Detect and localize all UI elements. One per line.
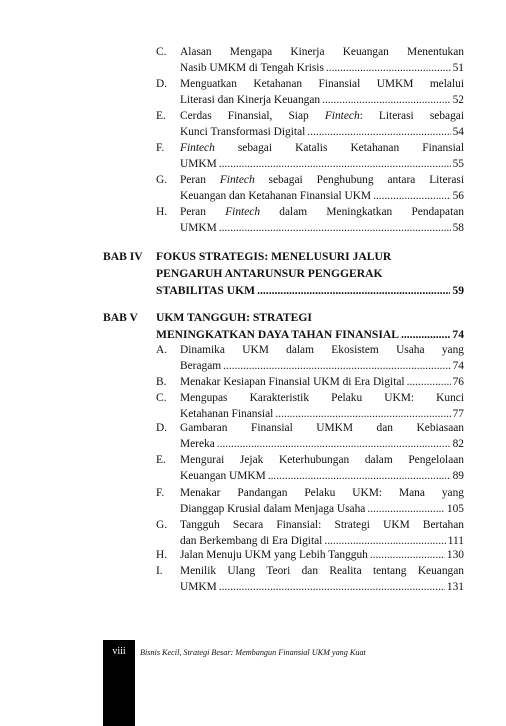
dot-leader <box>407 374 451 390</box>
entry-page-number: 130 <box>446 549 464 561</box>
entry-title-line1: Menguatkan Ketahanan Finansial UMKM melalui <box>180 78 464 90</box>
entry-page-number: 74 <box>452 360 464 372</box>
entry-letter: F. <box>156 487 165 499</box>
entry-title-line2: Keuangan UMKM <box>180 470 266 482</box>
chapter-page-number: 59 <box>452 284 464 297</box>
dot-leader <box>307 124 450 140</box>
entry-page-number: 131 <box>446 581 464 593</box>
dot-leader <box>401 326 450 343</box>
entry-page-number: 52 <box>452 94 464 106</box>
dot-leader <box>322 92 451 108</box>
entry-title-line1: Peran Fintech dalam Meningkatkan Pendapatan <box>180 206 464 218</box>
entry-letter: G. <box>156 174 168 186</box>
dot-leader <box>219 220 451 236</box>
entry-letter: H. <box>156 206 168 218</box>
chapter-4-title[interactable] <box>156 248 464 299</box>
entry-title-line2: Ketahanan Finansial <box>180 408 274 420</box>
entry-letter: C. <box>156 46 167 58</box>
entry-title-line1: Fintech sebagai Katalis Ketahanan Finansial <box>180 142 464 154</box>
entry-title-line2: Literasi dan Kinerja Keuangan <box>180 94 321 106</box>
entry-letter: D. <box>156 78 168 90</box>
entry-letter: D. <box>156 422 168 434</box>
footer-page-number: viii <box>112 646 126 657</box>
entry-letter: B. <box>156 376 167 388</box>
entry-title-line2: Nasib UMKM di Tengah Krisis <box>180 62 324 74</box>
dot-leader <box>367 501 445 517</box>
entry-page-number: 56 <box>452 190 464 202</box>
chapter-title-line1: UKM TANGGUH: STRATEGI <box>156 311 312 324</box>
entry-title: Menakar Kesiapan Finansial UKM di Era Digital <box>180 376 405 388</box>
footer-book-title: Bisnis Kecil, Strategi Besar: Membangun Finansial UKM yang Kuat <box>140 648 366 657</box>
entry-title-line2: Dianggap Krusial dalam Menjaga Usaha <box>180 503 366 515</box>
entry-title-line1: Menakar Pandangan Pelaku UKM: Mana yang <box>180 487 464 499</box>
dot-leader <box>217 436 451 452</box>
entry-page-number: 76 <box>452 376 464 388</box>
dot-leader <box>326 60 451 76</box>
entry-title-line2: UMKM <box>180 222 217 234</box>
entry-title-line2: dan Berkembang di Era Digital <box>180 535 323 547</box>
entry-page-number: 55 <box>452 158 464 170</box>
entry-title-line1: Menilik Ulang Teori dan Realita tentang Keuangan <box>180 565 464 577</box>
dot-leader <box>257 282 450 299</box>
entry-title-line2: Kunci Transformasi Digital <box>180 126 306 138</box>
entry-title-line1: Alasan Mengapa Kinerja Keuangan Menentukan <box>180 46 464 58</box>
dot-leader <box>370 547 445 563</box>
chapter-title-line2: PENGARUH ANTARUNSUR PENGGERAK <box>156 267 383 280</box>
entry-letter: E. <box>156 454 166 466</box>
entry-page-number: 54 <box>452 126 464 138</box>
entry-title-line1: Gambaran Finansial UMKM dan Kebiasaan <box>180 422 464 434</box>
dot-leader <box>219 579 445 595</box>
dot-leader <box>268 468 451 484</box>
entry-letter: C. <box>156 392 167 404</box>
entry-letter: H. <box>156 549 168 561</box>
chapter-label: BAB IV <box>103 250 143 263</box>
entry-page-number: 58 <box>452 222 464 234</box>
entry-title: Jalan Menuju UKM yang Lebih Tangguh <box>180 549 368 561</box>
entry-letter: G. <box>156 519 168 531</box>
chapter-page-number: 74 <box>452 328 464 341</box>
entry-letter: A. <box>156 344 168 356</box>
chapter-title-line3: STABILITAS UKM <box>156 284 256 297</box>
chapter-title-line2: MENINGKATKAN DAYA TAHAN FINANSIAL <box>156 328 399 341</box>
entry-letter: E. <box>156 110 166 122</box>
dot-leader <box>219 156 451 172</box>
chapter-title-line1: FOKUS STRATEGIS: MENELUSURI JALUR <box>156 250 392 263</box>
entry-title-line2: Beragam <box>180 360 222 372</box>
entry-page-number: 82 <box>452 438 464 450</box>
chapter-label: BAB V <box>103 311 138 324</box>
dot-leader <box>223 358 450 374</box>
entry-letter: I. <box>156 565 163 577</box>
dot-leader <box>373 188 451 204</box>
entry-title-line1: Dinamika UKM dalam Ekosistem Usaha yang <box>180 344 464 356</box>
entry-page-number: 105 <box>446 503 464 515</box>
entry-title-line2: UMKM <box>180 158 217 170</box>
entry-page-number: 51 <box>452 62 464 74</box>
entry-title-line1: Mengupas Karakteristik Pelaku UKM: Kunci <box>180 392 464 404</box>
chapter-5-title[interactable] <box>156 309 464 343</box>
entry-title-line2: Keuangan dan Ketahanan Finansial UKM <box>180 190 372 202</box>
entry-title-line2: Mereka <box>180 438 215 450</box>
entry-letter: F. <box>156 142 165 154</box>
entry-page-number: 89 <box>452 470 464 482</box>
entry-title-line1: Cerdas Finansial, Siap Fintech: Literasi sebagai <box>180 110 464 122</box>
entry-page-number: 111 <box>447 535 464 547</box>
entry-title-line1: Tangguh Secara Finansial: Strategi UKM Bertahan <box>180 519 464 531</box>
entry-page-number: 77 <box>452 408 464 420</box>
entry-title-line2: UMKM <box>180 581 217 593</box>
entry-title-line1: Mengurai Jejak Keterhubungan dalam Pengelolaan <box>180 454 464 466</box>
entry-title-line1: Peran Fintech sebagai Penghubung antara Literasi <box>180 174 464 186</box>
